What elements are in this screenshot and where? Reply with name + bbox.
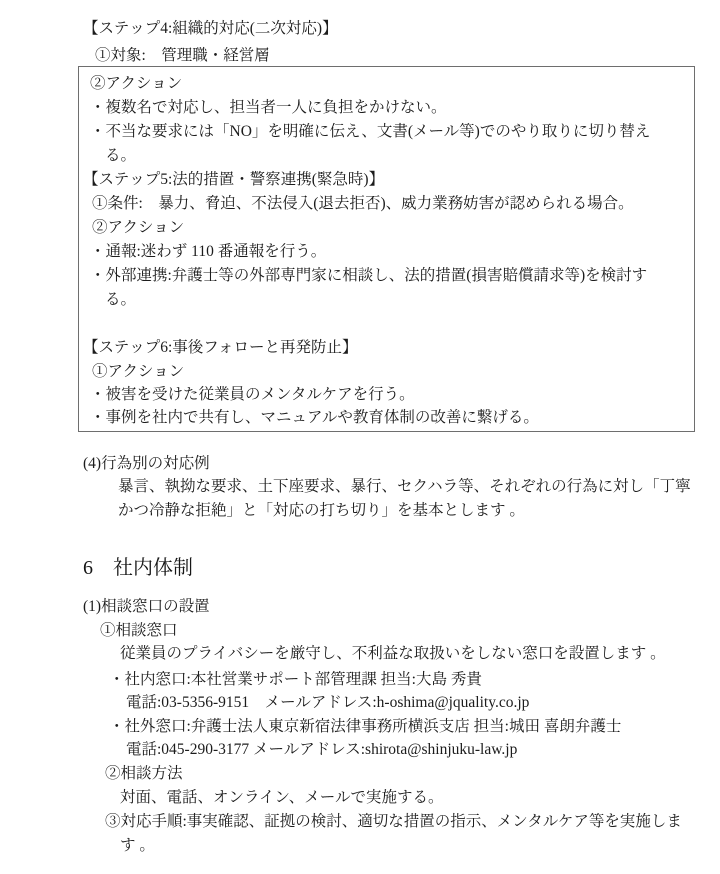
step4-bullet-1: ・複数名で対応し、担当者一人に負担をかけない。: [90, 99, 447, 116]
internal-contact-detail: 電話:03-5356-9151 メールアドレス:h-oshima@jquality.co.jp: [126, 694, 530, 711]
step5-heading: 【ステップ5:法的措置・警察連携(緊急時)】: [83, 171, 385, 188]
step6-action-label: ①アクション: [92, 363, 185, 380]
step6-bullet-1: ・被害を受けた従業員のメンタルケアを行う。: [90, 386, 415, 403]
chapter6-heading: 6 社内体制: [83, 557, 193, 579]
step5-bullet-1: ・通報:迷わず 110 番通報を行う。: [90, 243, 327, 260]
procedure-line-1: ③対応手順:事実確認、証拠の検討、適切な措置の指示、メンタルケア等を実施しま: [105, 813, 682, 830]
section4-heading: (4)行為別の対応例: [83, 455, 210, 472]
step5-bullet-2-cont: る。: [105, 291, 137, 308]
external-contact: ・社外窓口:弁護士法人東京新宿法律事務所横浜支店 担当:城田 喜朗弁護士: [109, 718, 622, 735]
external-contact-detail: 電話:045-290-3177 メールアドレス:shirota@shinjuku-law.jp: [126, 741, 518, 758]
step6-heading: 【ステップ6:事後フォローと再発防止】: [83, 339, 358, 356]
consult-desk-label: ①相談窓口: [100, 622, 178, 639]
consult-method-body: 対面、電話、オンライン、メールで実施する。: [120, 789, 444, 806]
step4-bullet-2-cont: る。: [105, 147, 137, 164]
consult-method-label: ②相談方法: [105, 765, 183, 782]
step5-bullet-2: ・外部連携:弁護士等の外部専門家に相談し、法的措置(損害賠償請求等)を検討す: [90, 267, 648, 284]
section4-body-1: 暴言、執拗な要求、土下座要求、暴行、セクハラ等、それぞれの行為に対し「丁寧: [118, 478, 691, 495]
step5-action-label: ②アクション: [92, 219, 185, 236]
step6-bullet-2: ・事例を社内で共有し、マニュアルや教育体制の改善に繋げる。: [90, 409, 539, 426]
procedure-line-2: す 。: [120, 837, 155, 854]
section1-heading: (1)相談窓口の設置: [83, 598, 210, 615]
step4-bullet-2: ・不当な要求には「NO」を明確に伝え、文書(メール等)でのやり取りに切り替え: [90, 123, 651, 140]
step5-condition: ①条件: 暴力、脅迫、不法侵入(退去拒否)、威力業務妨害が認められる場合。: [92, 195, 634, 212]
step4-target: ①対象: 管理職・経営層: [95, 47, 270, 64]
internal-contact: ・社内窓口:本社営業サポート部管理課 担当:大島 秀貴: [109, 671, 482, 688]
step4-heading: 【ステップ4:組織的対応(二次対応)】: [83, 20, 338, 37]
consult-desk-body: 従業員のプライバシーを厳守し、不利益な取扱いをしない窓口を設置します 。: [120, 645, 666, 662]
step4-action-label: ②アクション: [90, 75, 183, 92]
section4-body-2: かつ冷静な拒絶」と「対応の打ち切り」を基本とします 。: [118, 502, 525, 519]
